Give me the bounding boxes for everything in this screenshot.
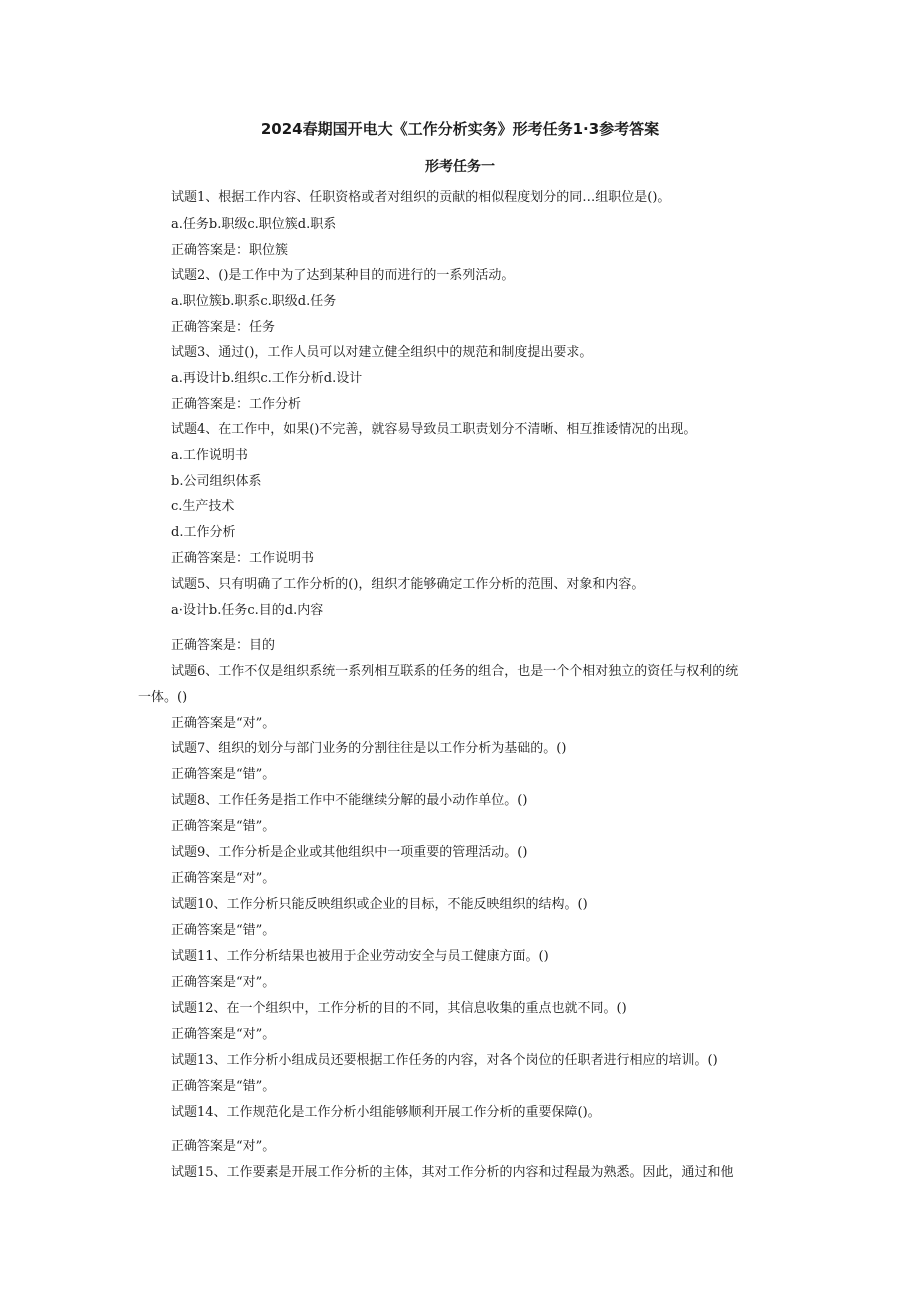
option-4c: c.生产技术 (171, 499, 235, 514)
answer-3: 正确答案是：工作分析 (171, 397, 302, 412)
answer-11: 正确答案是“对”。 (171, 975, 276, 990)
question-3: 试题3、通过()，工作人员可以对建立健全组织中的规范和制度提出要求。 (171, 345, 593, 360)
option-4d: d.工作分析 (171, 525, 236, 540)
answer-1: 正确答案是：职位簇 (171, 243, 289, 258)
answer-14: 正确答案是“对”。 (171, 1139, 276, 1154)
question-10: 试题10、工作分析只能反映组织或企业的目标，不能反映组织的结构。() (171, 897, 588, 912)
question-5: 试题5、只有明确了工作分析的()，组织才能够确定工作分析的范围、对象和内容。 (171, 577, 645, 592)
question-15: 试题15、工作要素是开展工作分析的主体，其对工作分析的内容和过程最为熟悉。因此，通过和他 (171, 1165, 734, 1180)
answer-9: 正确答案是“对”。 (171, 871, 276, 886)
answer-13: 正确答案是“错”。 (171, 1079, 276, 1094)
answer-7: 正确答案是“错”。 (171, 767, 276, 782)
options-2: a.职位簇b.职系c.职级d.任务 (171, 294, 337, 309)
options-3: a.再设计b.组织c.工作分析d.设计 (171, 371, 363, 386)
answer-8: 正确答案是“错”。 (171, 819, 276, 834)
question-2: 试题2、()是工作中为了达到某种目的而进行的一系列活动。 (171, 268, 515, 283)
question-6: 试题6、工作不仅是组织系统一系列相互联系的任务的组合，也是一个个相对独立的资任与权利的统 (171, 664, 739, 679)
question-11: 试题11、工作分析结果也被用于企业劳动安全与员工健康方面。() (171, 949, 549, 964)
answer-12: 正确答案是“对”。 (171, 1027, 276, 1042)
answer-10: 正确答案是“错”。 (171, 923, 276, 938)
question-8: 试题8、工作任务是指工作中不能继续分解的最小动作单位。() (171, 793, 528, 808)
question-4: 试题4、在工作中，如果()不完善，就容易导致员工职责划分不清晰、相互推诿情况的出现。 (171, 422, 697, 437)
options-1: a.任务b.职级c.职位簇d.职系 (171, 217, 337, 232)
answer-4: 正确答案是：工作说明书 (171, 551, 315, 566)
question-13: 试题13、工作分析小组成员还要根据工作任务的内容，对各个岗位的任职者进行相应的培训。() (171, 1053, 718, 1068)
question-1: 试题1、根据工作内容、任职资格或者对组织的贡献的相似程度划分的同…组职位是()。 (171, 190, 671, 205)
question-9: 试题9、工作分析是企业或其他组织中一项重要的管理活动。() (171, 845, 528, 860)
answer-6: 正确答案是“对”。 (171, 716, 276, 731)
answer-2: 正确答案是：任务 (171, 320, 276, 335)
question-14: 试题14、工作规范化是工作分析小组能够顺利开展工作分析的重要保障()。 (171, 1105, 601, 1120)
section-heading: 形考任务一 (425, 159, 495, 175)
question-7: 试题7、组织的划分与部门业务的分割往往是以工作分析为基础的。() (171, 741, 567, 756)
answer-5: 正确答案是：目的 (171, 638, 276, 653)
option-4b: b.公司组织体系 (171, 474, 262, 489)
options-5: a·设计b.任务c.目的d.内容 (171, 603, 324, 618)
question-12: 试题12、在一个组织中，工作分析的目的不同，其信息收集的重点也就不同。() (171, 1001, 627, 1016)
question-6-cont: 一体。() (138, 690, 188, 705)
option-4a: a.工作说明书 (171, 448, 248, 463)
document-title: 2024春期国开电大《工作分析实务》形考任务1·3参考答案 (260, 120, 660, 138)
